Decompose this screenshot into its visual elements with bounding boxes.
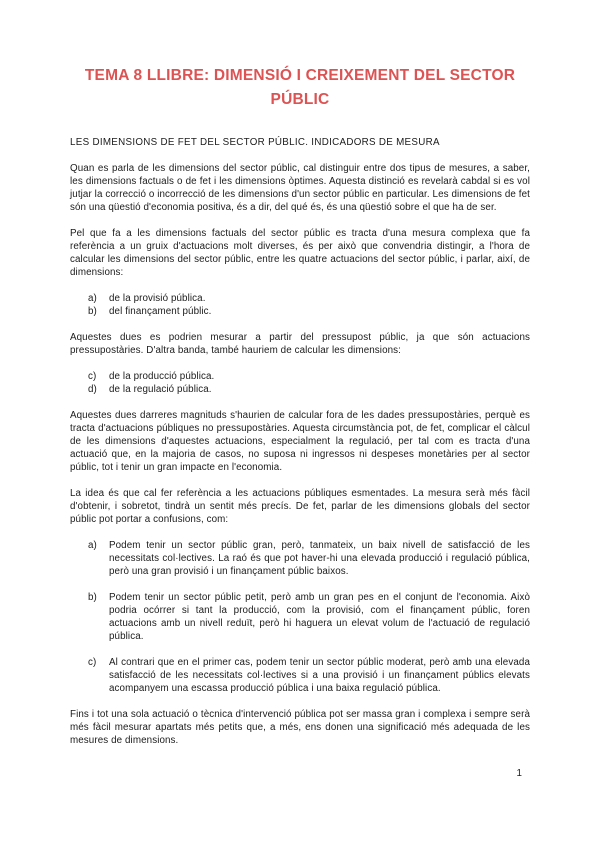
- list-confusions: [70, 539, 530, 695]
- list-item-text: del finançament públic.: [109, 306, 212, 317]
- paragraph-3: Aquestes dues es podrien mesurar a partir del pressupost públic, ja que són actuacions pressupostàries. D'altra banda, també hauriem de calcular les dimensions:: [70, 332, 530, 356]
- list-marker: a): [88, 293, 97, 304]
- list-item: [70, 539, 530, 578]
- list-item: [70, 305, 530, 318]
- paragraph-6: Fins i tot una sola actuació o tècnica d'intervenció pública pot ser massa gran i complexa i sempre serà més fàcil mesurar apartats més petits que, a més, ens donen una significació més adequada de les mesures de dimensions.: [70, 709, 530, 746]
- list-item-text: de la regulació pública.: [109, 384, 212, 395]
- paragraph-2: Pel que fa a les dimensions factuals del sector públic es tracta d'una mesura complexa que fa referència a un gruix d'actuacions molt diverses, és per això que convendria distingir, a l'hora de calcular les dimensions del sector públic, entre les quatre actuacions del sector públic, i parlar, així, de dimensions:: [70, 228, 530, 278]
- list-marker: a): [88, 540, 97, 551]
- list-item-text: de la provisió pública.: [109, 293, 206, 304]
- list-item-text: Podem tenir un sector públic petit, però amb un gran pes en el conjunt de l'economia. Això podria ocórrer si tant la producció, com la provisió, com el finançament públic, foren actuacions amb un nivell reduït, però hi haguera un elevat volum de l'actuació de regulació pública.: [109, 592, 530, 642]
- list-item-text: de la producció pública.: [109, 371, 215, 382]
- paragraph-5: La idea és que cal fer referència a les actuacions públiques esmentades. La mesura serà més fàcil d'obtenir, i sobretot, tindrà un sentit més precís. De fet, parlar de les dimensions globals del sector públic pot portar a confusions, com:: [70, 488, 530, 525]
- paragraph-1: Quan es parla de les dimensions del sector públic, cal distinguir entre dos tipus de mesures, a saber, les dimensions factuals o de fet i les dimensions òptimes. Aquesta distinció es revelarà cabdal si es vol jutjar la correcció o incorrecció de les dimensions d'un sector públic en particular. Les dimensions de fet són una qüestió d'economia positiva, és a dir, del qué és, és una qüestió sobre el que ha de ser.: [70, 163, 530, 213]
- list-item: [70, 383, 530, 396]
- list-item: [70, 292, 530, 305]
- section-heading: LES DIMENSIONS DE FET DEL SECTOR PÚBLIC. INDICADORS DE MESURA: [70, 137, 440, 148]
- list-item-text: Al contrari que en el primer cas, podem tenir un sector públic moderat, però amb una elevada satisfacció de les necessitats col·lectives si a una provisió i un finançament públics elevats acompanyem una escassa producció pública i una baixa regulació pública.: [109, 657, 530, 694]
- list-produccio-regulacio: [70, 370, 530, 396]
- page-title: TEMA 8 LLIBRE: DIMENSIÓ I CREIXEMENT DEL SECTOR PÚBLIC: [84, 67, 516, 108]
- list-marker: b): [88, 306, 97, 317]
- list-marker: d): [88, 384, 97, 395]
- list-marker: c): [88, 657, 97, 668]
- list-marker: b): [88, 592, 97, 603]
- page-number: 1: [516, 768, 522, 779]
- paragraph-4: Aquestes dues darreres magnituds s'haurien de calcular fora de les dades pressupostàries, perquè es tracta d'actuacions públiques no pressupostàries. Aquesta circumstància pot, de fet, complicar el càlcul de les dimensions d'aquestes actuacions, especialment la regulació, per tal com es tracta d'una actuació que, en la majoria de casos, no suposa ni ingressos ni despeses monetàries per al sector públic, tot i tenir un gran impacte en l'economia.: [70, 410, 530, 473]
- list-item: [70, 591, 530, 643]
- list-marker: c): [88, 371, 97, 382]
- list-item-text: Podem tenir un sector públic gran, però, tanmateix, un baix nivell de satisfacció de les necessitats col·lectives. La raó és que pot haver-hi una elevada producció i regulació pública, però una gran provisió i un finançament públic baixos.: [109, 540, 530, 577]
- list-provisio-financament: [70, 292, 530, 318]
- list-item: [70, 656, 530, 695]
- list-item: [70, 370, 530, 383]
